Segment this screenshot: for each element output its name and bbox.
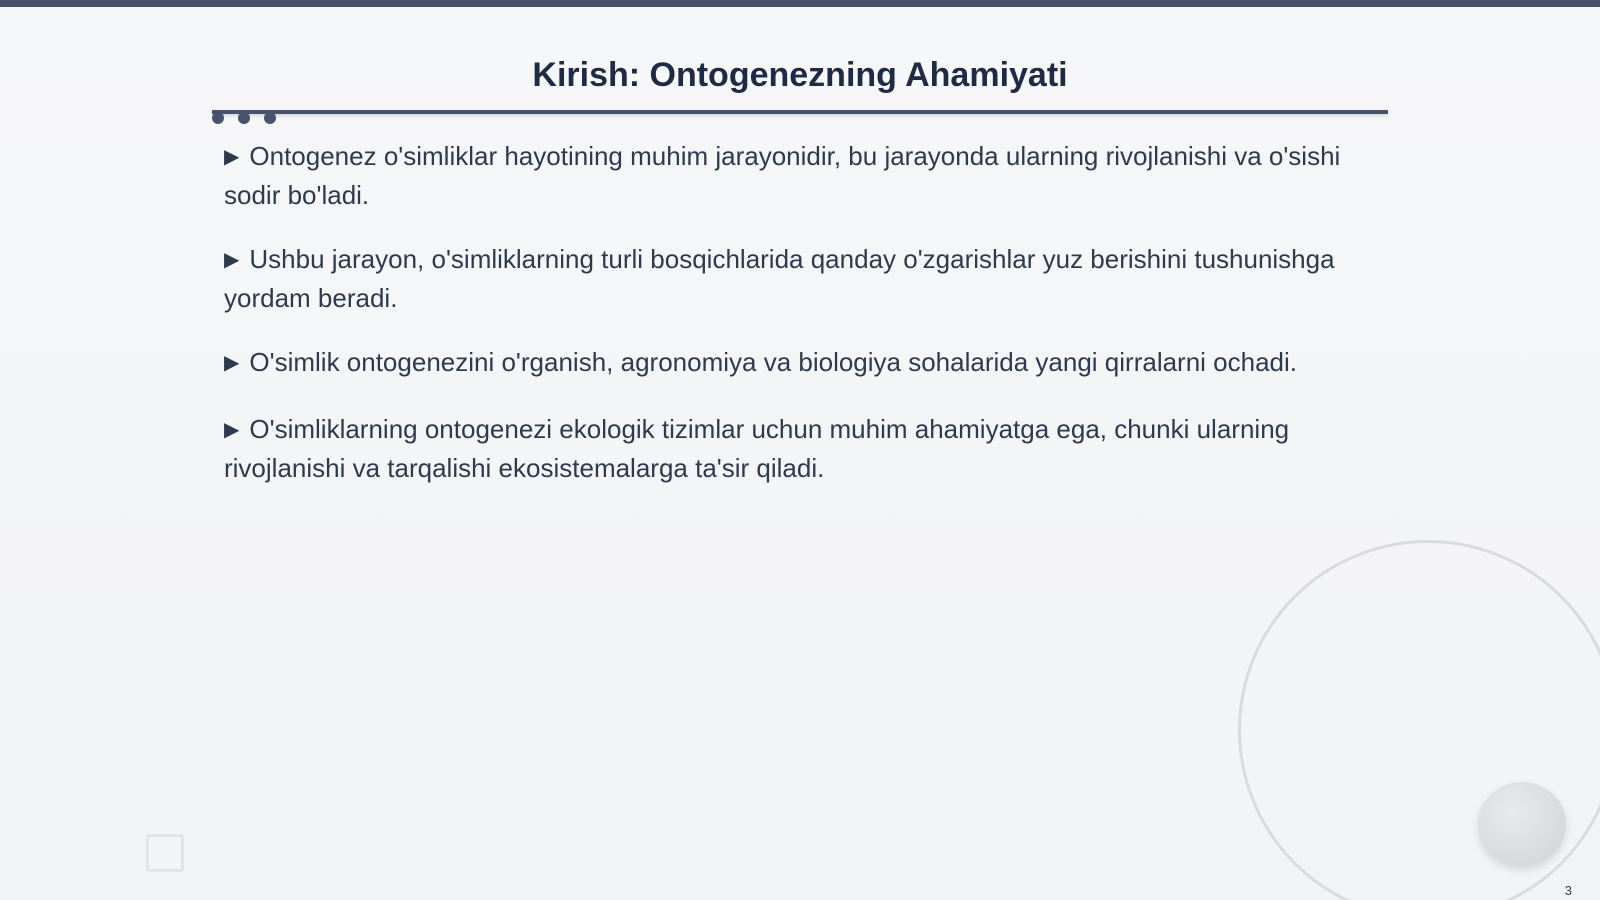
bullet-item xyxy=(224,138,1374,213)
bullet-item xyxy=(224,344,1374,383)
bullet-item xyxy=(224,411,1374,486)
title-underline xyxy=(212,110,1388,114)
page-number: 3 xyxy=(1564,883,1572,898)
bullet-text: Ontogenez o'simliklar hayotining muhim jarayonidir, bu jarayonda ularning rivojlanishi va o'sishi sodir bo'ladi. xyxy=(224,141,1341,210)
slide-title: Kirish: Ontogenezning Ahamiyati xyxy=(532,56,1068,94)
bullet-text: O'simliklarning ontogenezi ekologik tizimlar uchun muhim ahamiyatga ega, chunki ularning rivojlanishi va tarqalishi ekosistemalarga ta'sir qiladi. xyxy=(224,414,1290,483)
bullet-arrow-icon: ▶ xyxy=(224,249,240,271)
bullet-item xyxy=(224,241,1374,316)
decorative-dot xyxy=(264,112,276,124)
bullet-arrow-icon: ▶ xyxy=(224,146,240,168)
bullet-arrow-icon: ▶ xyxy=(224,419,240,441)
bullet-text: Ushbu jarayon, o'simliklarning turli bosqichlarida qanday o'zgarishlar yuz berishini tushunishga yordam beradi. xyxy=(224,244,1335,313)
decorative-square xyxy=(146,834,184,872)
decorative-sphere xyxy=(1478,782,1566,866)
decorative-dot xyxy=(212,112,224,124)
top-accent-bar xyxy=(0,0,1600,7)
bullet-arrow-icon: ▶ xyxy=(224,352,240,374)
bullet-list xyxy=(224,138,1374,514)
bullet-text: O'simlik ontogenezini o'rganish, agronomiya va biologiya sohalarida yangi qirralarni ochadi. xyxy=(249,347,1298,377)
decorative-dot xyxy=(238,112,250,124)
